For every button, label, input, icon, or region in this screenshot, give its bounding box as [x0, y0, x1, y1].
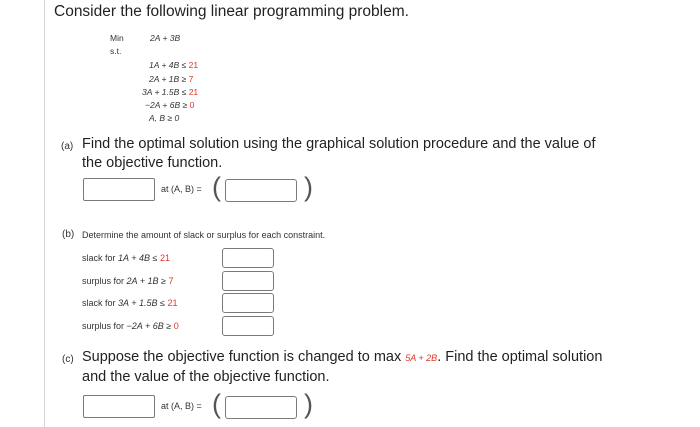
part-c-objective: 5A + 2B [405, 353, 438, 363]
part-a-objective-value-input[interactable] [83, 178, 155, 201]
min-label: Min [110, 33, 124, 43]
part-c-at-label: at (A, B) = [161, 401, 202, 411]
objective-expression: 2A + 3B [150, 33, 181, 43]
part-c-label: (c) [62, 354, 74, 365]
part-a-question: Find the optimal solution using the graphical solution procedure and the value of the objective function. [82, 136, 596, 171]
part-a-label: (a) [61, 141, 74, 152]
constraint-3: 3A + 1.5B ≤ 21 [142, 87, 199, 97]
part-a-close-paren: ) [304, 172, 313, 202]
part-a-at-label: at (A, B) = [161, 184, 202, 194]
problem-title: Consider the following linear programming problem. [54, 3, 409, 20]
slack-row-1-label: slack for 1A + 4B ≤ 21 [82, 253, 170, 263]
part-a-open-paren: ( [212, 172, 221, 202]
part-b-question: Determine the amount of slack or surplus for each constraint. [82, 230, 326, 240]
slack-row-3-label: slack for 3A + 1.5B ≤ 21 [82, 298, 178, 308]
part-c-open-paren: ( [212, 389, 221, 419]
subject-to-label: s.t. [110, 46, 122, 56]
slack-constraint-3-input[interactable] [222, 293, 274, 313]
part-c-close-paren: ) [304, 389, 313, 419]
constraint-4: −2A + 6B ≥ 0 [145, 100, 195, 110]
part-b-label: (b) [62, 229, 75, 240]
part-c-question: Suppose the objective function is changed to max 5A + 2B. Find the optimal solution and the value of the objective function. [82, 349, 603, 385]
constraint-2: 2A + 1B ≥ 7 [149, 74, 194, 84]
surplus-row-2-label: surplus for 2A + 1B ≥ 7 [82, 276, 174, 286]
part-c-objective-value-input[interactable] [83, 395, 155, 418]
surplus-row-4-label: surplus for −2A + 6B ≥ 0 [82, 321, 179, 331]
surplus-constraint-4-input[interactable] [222, 316, 274, 336]
part-c-coordinates-input[interactable] [225, 396, 297, 419]
part-a-coordinates-input[interactable] [225, 179, 297, 202]
slack-constraint-1-input[interactable] [222, 248, 274, 268]
surplus-constraint-2-input[interactable] [222, 271, 274, 291]
constraint-1: 1A + 4B ≤ 21 [149, 60, 199, 70]
nonnegativity-constraint: A, B ≥ 0 [149, 113, 180, 123]
